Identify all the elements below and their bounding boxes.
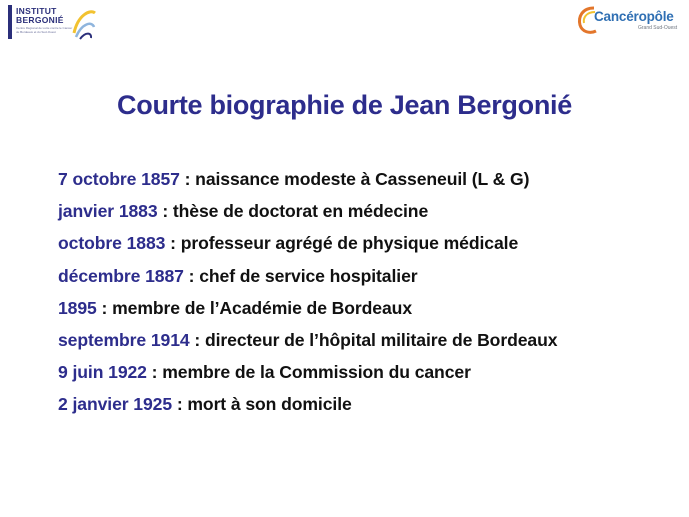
event-separator: : [172,394,188,415]
event-separator: : [189,329,205,350]
event-description: naissance modeste à Casseneuil (L & G) [195,169,530,189]
event-date: janvier 1883 [58,201,158,222]
timeline-item [58,263,557,295]
event-separator: : [179,169,196,189]
logo-tagline: Centre Régional de Lutte contre le Cancer de Bordeaux et du Sud-Ouest [16,26,73,34]
logo-bar [8,5,12,39]
event-separator: : [96,297,113,318]
bergonie-swirl-icon [70,5,98,41]
event-date: 9 juin 1922 [58,362,147,383]
canceropole-brand: Cancéropôle [594,9,674,24]
timeline-item [58,327,557,359]
event-description: membre de la Commission du cancer [162,362,471,383]
timeline-item [58,230,557,262]
timeline-item [58,359,557,391]
canceropole-logo [576,5,684,39]
canceropole-subtitle: Grand Sud-Ouest [638,25,678,31]
logo-name-line1: INSTITUT [16,6,57,16]
event-description: thèse de doctorat en médecine [172,201,429,222]
event-separator: : [157,201,173,222]
event-date: 2 janvier 1925 [58,394,173,415]
event-description: professeur agrégé de physique médicale [180,233,519,254]
institut-bergonie-logo [8,5,98,41]
event-description: directeur de l’hôpital militaire de Bordeaux [204,329,558,350]
event-date: 7 octobre 1857 [58,169,180,189]
event-separator: : [183,265,200,286]
event-separator: : [146,362,163,383]
event-date: septembre 1914 [58,329,190,350]
event-separator: : [165,233,181,254]
timeline-item [58,295,557,327]
event-date: 1895 [58,297,97,318]
logo-name-line2: BERGONIÉ [16,15,64,25]
event-description: chef de service hospitalier [199,265,418,286]
event-description: mort à son domicile [187,394,352,415]
timeline-item [58,166,557,198]
event-description: membre de l’Académie de Bordeaux [112,297,413,318]
event-date: octobre 1883 [58,233,166,254]
slide-title: Courte biographie de Jean Bergonié [117,90,572,120]
timeline-item [58,391,557,423]
biography-timeline [58,166,557,424]
event-date: décembre 1887 [58,265,184,286]
timeline-item [58,198,557,230]
